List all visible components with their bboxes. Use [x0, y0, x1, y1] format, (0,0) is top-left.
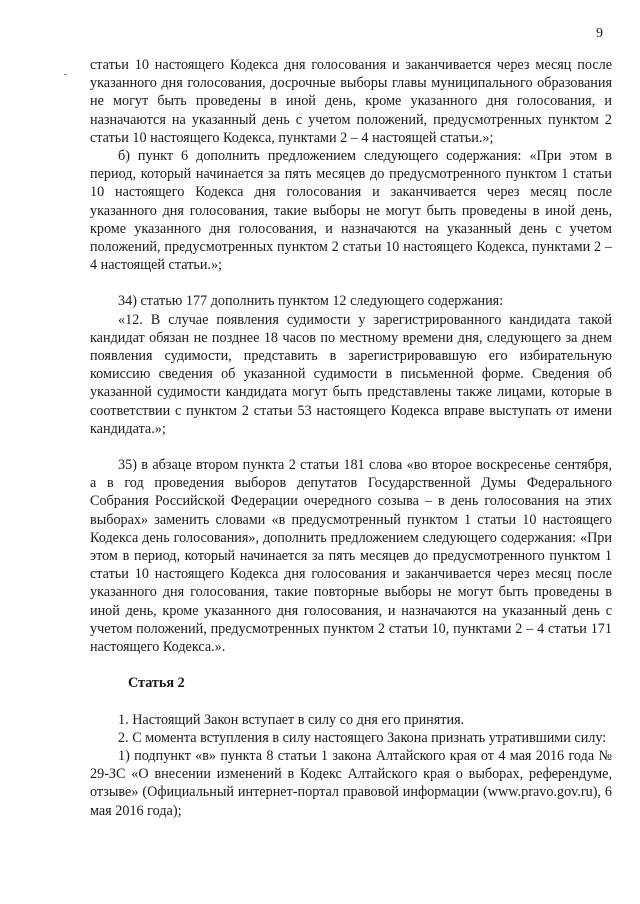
page-number: 9 [596, 26, 603, 41]
paragraph-clause-12: «12. В случае появления судимости у зарегистрированного кандидата такой кандидат обязан не позднее 18 часов по местному времени дня, следующего за днем появления судимости, представить в зарегистрировавшую его избирательную комиссию сведения об указанной судимости в письменной форме. Сведения об указанной судимости кандидата могут быть представлены также лицами, которые в соответствии с пунктом 2 статьи 53 настоящего Кодекса вправе выступать от имени кандидата.»; [90, 311, 612, 437]
article-heading: Статья 2 [128, 675, 185, 692]
paragraph-item-b: б) пункт 6 дополнить предложением следующего содержания: «При этом в период, который начинается за пять месяцев до предусмотренного пунктом 1 статьи 10 настоящего Кодекса дня голосования и заканчивается через месяц после указанного дня голосования, такие выборы не могут быть проведены в иной день, кроме указанного дня голосования, и назначаются на указанный день с учетом положений, предусмотренных пунктом 2 статьи 10 настоящего Кодекса, пунктами 2 – 4 настоящей статьи.»; [90, 148, 612, 274]
paragraph-article2-1: 1. Настоящий Закон вступает в силу со дня его принятия. [118, 711, 465, 728]
scan-mark [64, 74, 67, 75]
paragraph-article2-2: 2. С момента вступления в силу настоящего Закона признать утратившими силу: [118, 729, 607, 746]
paragraph-item-34: 34) статью 177 дополнить пунктом 12 следующего содержания: [118, 293, 504, 310]
paragraph-continuation: статьи 10 настоящего Кодекса дня голосования и заканчивается через месяц после указанного дня голосования, досрочные выборы главы муниципального образования не могут быть проведены в иной день, кроме указанного дня голосования, и назначаются на указанный день с учетом положений, предусмотренных пунктом 2 статьи 10 настоящего Кодекса, пунктами 2 – 4 настоящей статьи.»; [90, 57, 612, 146]
document-body [90, 56, 612, 820]
paragraph-item-35: 35) в абзаце втором пункта 2 статьи 181 слова «во второе воскресенье сентября, а в год проведения выборов депутатов Государственной Думы Федерального Собрания Российской Федерации очередного созыва – в день голосования на этих выборах» заменить словами «в предусмотренный пунктом 1 статьи 10 настоящего Кодекса день голосования», дополнить предложением следующего содержания: «При этом в период, который начинается за пять месяцев до предусмотренного пунктом 1 статьи 10 настоящего Кодекса дня голосования и заканчивается через месяц после указанного дня голосования, такие повторные выборы не могут быть проведены в иной день, кроме указанного дня голосования, и назначаются на указанный день с учетом положений, предусмотренных пунктом 2 статьи 10, пунктами 2 – 4 статьи 171 настоящего Кодекса.». [90, 457, 612, 656]
paragraph-article2-2-1: 1) подпункт «в» пункта 8 статьи 1 закона Алтайского края от 4 мая 2016 года № 29-ЗС «О внесении изменений в Кодекс Алтайского края о выборах, референдуме, отзыве» (Официальный интернет-портал правовой информации (www.pravo.gov.ru), 6 мая 2016 года); [90, 747, 612, 819]
